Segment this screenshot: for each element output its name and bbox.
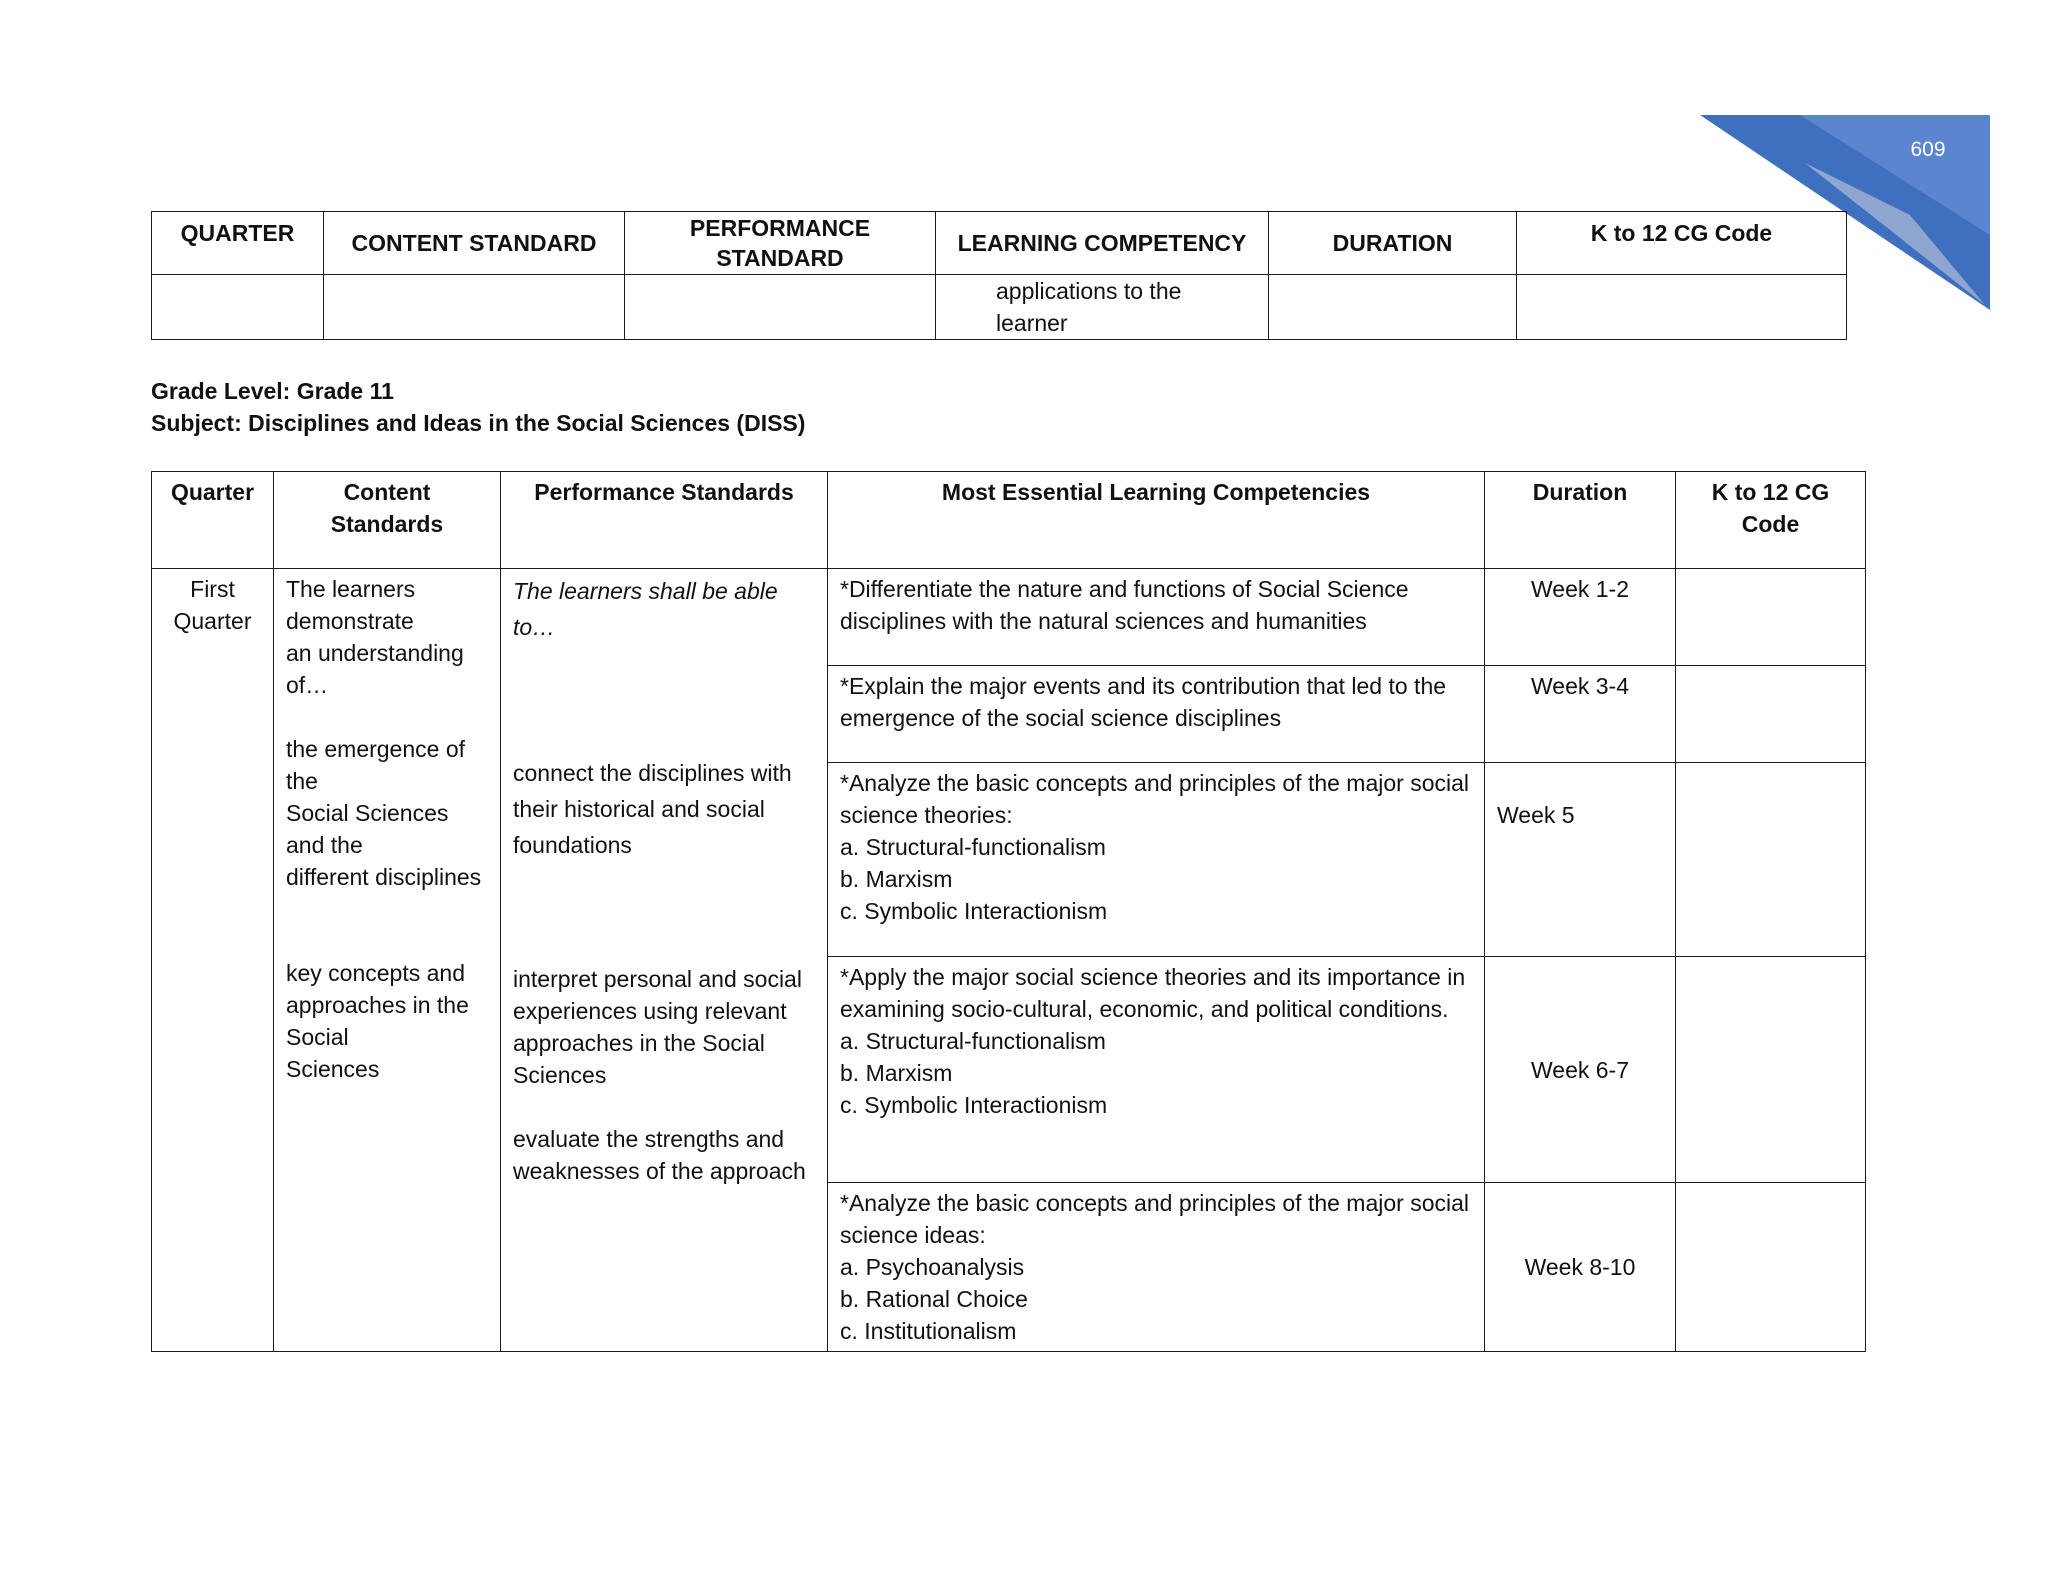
header-learning-competency: LEARNING COMPETENCY bbox=[936, 212, 1269, 275]
competency-cell: *Analyze the basic concepts and principles of the major social science theories: a. Structural-functionalism b. Marxism c. Symbolic Interactionism bbox=[828, 763, 1485, 957]
competency-cell: *Analyze the basic concepts and principles of the major social science ideas: a. Psychoanalysis b. Rational Choice c. Institutionalism bbox=[828, 1183, 1485, 1352]
cg-code-cell bbox=[1676, 763, 1866, 957]
duration-cell: Week 3-4 bbox=[1485, 666, 1676, 763]
header-competencies: Most Essential Learning Competencies bbox=[828, 472, 1485, 569]
melc-table bbox=[151, 471, 1866, 1352]
content-intro: The learners demonstrate an understanding of… bbox=[286, 576, 464, 698]
grade-info bbox=[151, 375, 805, 439]
continuation-table bbox=[151, 211, 1847, 340]
cell-code bbox=[1517, 275, 1847, 340]
table-row bbox=[152, 275, 1847, 340]
duration-cell: Week 1-2 bbox=[1485, 569, 1676, 666]
quarter-label: First Quarter bbox=[173, 576, 252, 634]
header-performance-standard: PERFORMANCE STANDARD bbox=[625, 212, 936, 275]
competency-cell: *Differentiate the nature and functions of Social Science disciplines with the natural sciences and humanities bbox=[828, 569, 1485, 666]
cell-quarter bbox=[152, 275, 324, 340]
header-quarter: QUARTER bbox=[152, 212, 324, 275]
header-content-standard: CONTENT STANDARD bbox=[324, 212, 625, 275]
header-content-standards: Content Standards bbox=[274, 472, 501, 569]
cell-competency: applications to the learner bbox=[936, 275, 1269, 340]
performance-item-2: interpret personal and social experiences using relevant approaches in the Social Sciences bbox=[513, 966, 802, 1088]
performance-item-1: connect the disciplines with their historical and social foundations bbox=[513, 760, 792, 858]
performance-intro: The learners shall be able to… bbox=[513, 578, 778, 640]
duration-cell: Week 8-10 bbox=[1485, 1183, 1676, 1352]
competency-cell: *Explain the major events and its contribution that led to the emergence of the social science disciplines bbox=[828, 666, 1485, 763]
duration-cell: Week 6-7 bbox=[1485, 957, 1676, 1183]
table-row bbox=[152, 569, 1866, 666]
grade-level: Grade Level: Grade 11 bbox=[151, 378, 394, 404]
header-duration: Duration bbox=[1485, 472, 1676, 569]
content-item-1: the emergence of the Social Sciences and the different disciplines bbox=[286, 736, 482, 890]
cg-code-cell bbox=[1676, 957, 1866, 1183]
content-standards-cell bbox=[274, 569, 501, 1352]
header-quarter: Quarter bbox=[152, 472, 274, 569]
performance-standards-cell bbox=[501, 569, 828, 1352]
header-performance-standards: Performance Standards bbox=[501, 472, 828, 569]
cg-code-cell bbox=[1676, 1183, 1866, 1352]
page-number: 609 bbox=[1910, 138, 1946, 161]
quarter-cell bbox=[152, 569, 274, 1352]
subject-title: Subject: Disciplines and Ideas in the Social Sciences (DISS) bbox=[151, 410, 806, 436]
cg-code-cell bbox=[1676, 569, 1866, 666]
header-duration: DURATION bbox=[1269, 212, 1517, 275]
header-cg-code: K to 12 CG Code bbox=[1676, 472, 1866, 569]
content-item-2: key concepts and approaches in the Social Sciences bbox=[286, 960, 469, 1082]
cell-performance bbox=[625, 275, 936, 340]
duration-cell: Week 5 bbox=[1485, 763, 1676, 957]
cell-duration bbox=[1269, 275, 1517, 340]
performance-item-3: evaluate the strengths and weaknesses of the approach bbox=[513, 1126, 806, 1184]
cg-code-cell bbox=[1676, 666, 1866, 763]
continuation-header-row bbox=[152, 212, 1847, 275]
header-cg-code: K to 12 CG Code bbox=[1517, 212, 1847, 275]
cell-content bbox=[324, 275, 625, 340]
competency-cell: *Apply the major social science theories and its importance in examining socio-cultural, economic, and political conditions. a. Structural-functionalism b. Marxism c. Symbolic Interactionism bbox=[828, 957, 1485, 1183]
melc-header-row bbox=[152, 472, 1866, 569]
